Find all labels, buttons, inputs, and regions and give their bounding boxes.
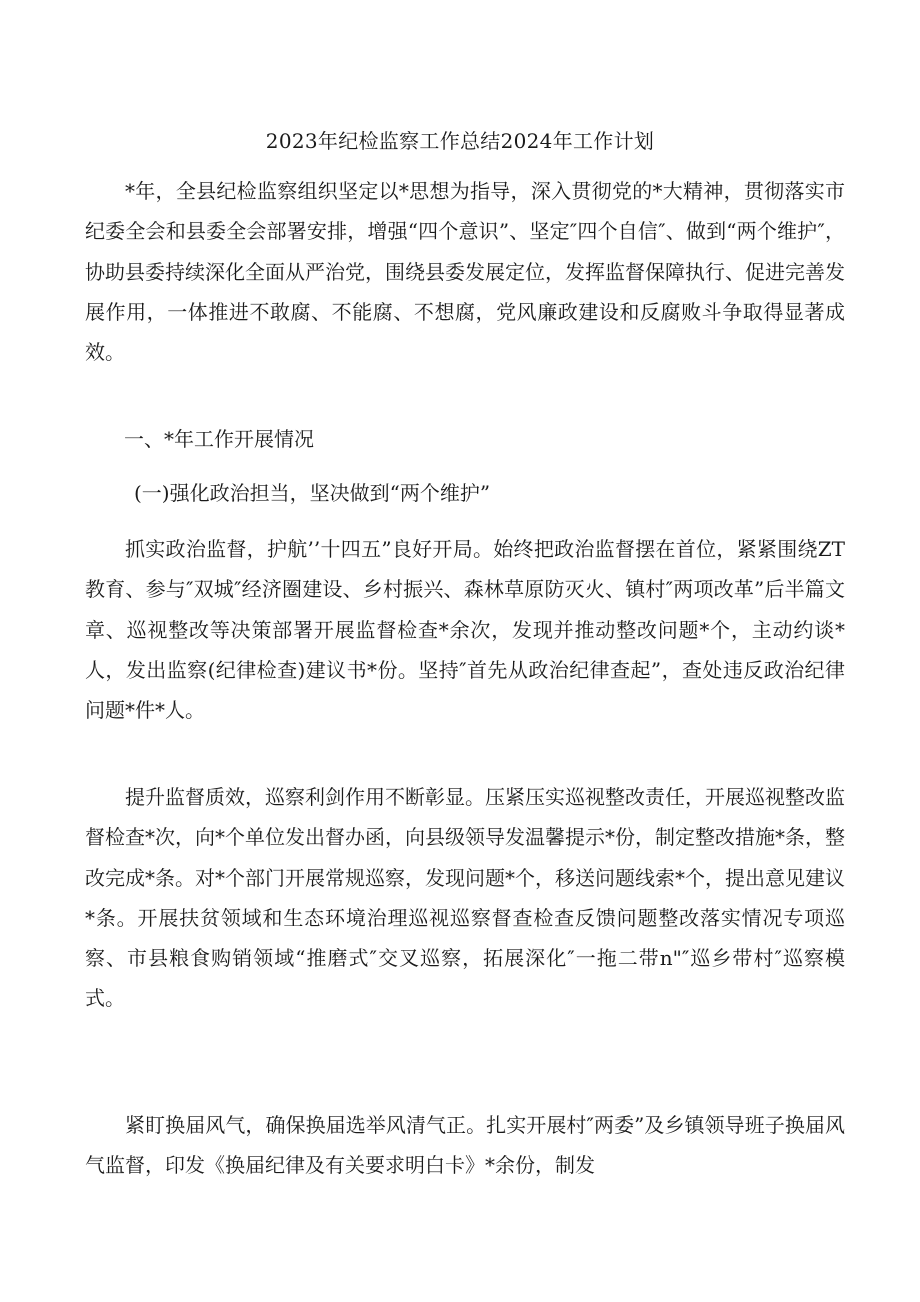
body-paragraph-1: 抓实政治监督，护航’’十四五”良好开局。始终把政治监督摆在首位，紧紧围绕ZT教育、参与″双城″经济圈建设、乡村振兴、森林草原防灭火、镇村″两项改革”后半篇文章、巡视整改等决策部署开展监督检查*余次，发现并推动整改问题*个，主动约谈*人，发出监察(纪律检查)建议书*份。坚持″首先从政治纪律查起”，查处违反政治纪律问题*件*人。 <box>85 537 845 723</box>
body-paragraph-2: 提升监督质效，巡察利剑作用不断彰显。压紧压实巡视整改责任，开展巡视整改监督检查*次，向*个单位发出督办函，向县级领导发温馨提示*份，制定整改措施*条，整改完成*条。对*个部门开展常规巡察，发现问题*个，移送问题线索*个，提出意见建议*条。开展扶贫领域和生态环境治理巡视巡察督查检查反馈问题整改落实情况专项巡察、市县粮食购销领域“推磨式″交叉巡察，拓展深化″一拖二带n"″巡乡带村″巡察模式。 <box>85 785 845 1011</box>
body-paragraph-3: 紧盯换届风气，确保换届选举风清气正。扎实开展村″两委”及乡镇领导班子换届风气监督，印发《换届纪律及有关要求明白卡》*余份，制发 <box>85 1113 845 1178</box>
section-heading: 一、*年工作开展情况 <box>124 427 314 451</box>
subsection-heading: (一)强化政治担当，坚决做到“两个维护” <box>134 481 491 505</box>
document-title: 2023年纪检监察工作总结2024年工作计划 <box>265 129 655 153</box>
intro-paragraph: *年，全县纪检监察组织坚定以*思想为指导，深入贯彻党的*大精神，贯彻落实市纪委全会和县委全会部署安排，增强“四个意识”、坚定″四个自信″、做到“两个维护″，协助县委持续深化全面从严治党，围绕县委发展定位，发挥监督保障执行、促进完善发展作用，一体推进不敢腐、不能腐、不想腐，党风廉政建设和反腐败斗争取得显著成效。 <box>85 179 845 365</box>
